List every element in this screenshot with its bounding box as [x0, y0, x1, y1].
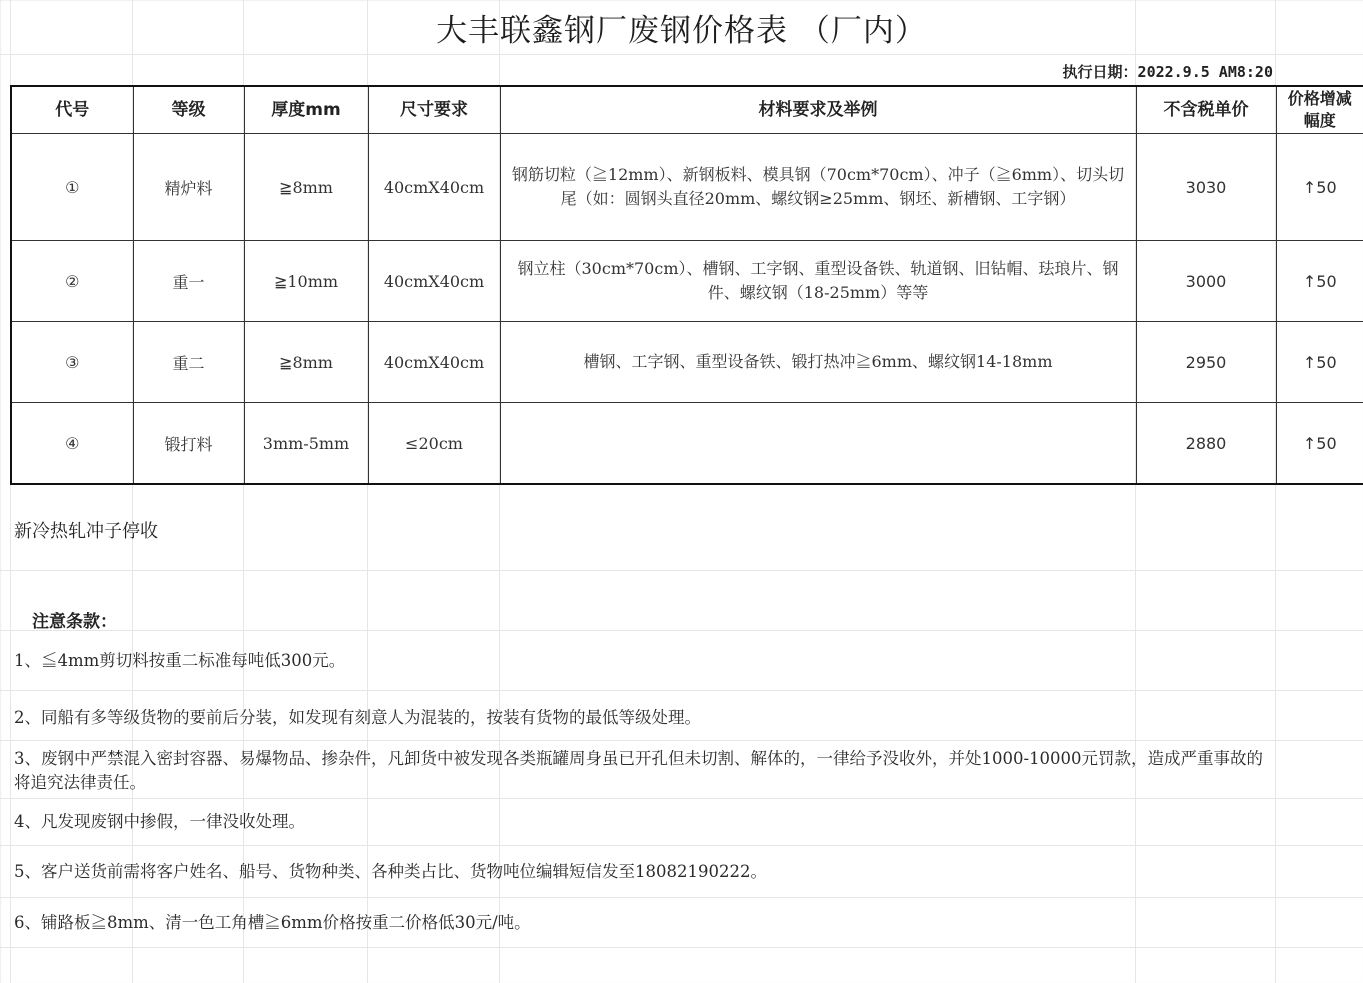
stop-notice: 新冷热轧冲子停收: [14, 521, 158, 542]
note-item: 1、≦4mm剪切料按重二标准每吨低300元。: [14, 651, 346, 670]
header-size: 尺寸要求: [368, 86, 500, 134]
row-size: ≤20cm: [368, 403, 500, 485]
notice-heading: 注意条款：: [32, 612, 117, 632]
row-grade: 重一: [133, 241, 244, 322]
header-price: 不含税单价: [1136, 86, 1276, 134]
row-change: ↑50: [1276, 241, 1363, 322]
row-price: 2880: [1136, 403, 1276, 485]
row-code: ④: [11, 403, 133, 485]
row-grade: 锻打料: [133, 403, 244, 485]
page-title: 大丰联鑫钢厂废钢价格表 （厂内）: [436, 12, 927, 49]
row-code: ①: [11, 134, 133, 241]
row-grade: 精炉料: [133, 134, 244, 241]
row-size: 40cmX40cm: [368, 241, 500, 322]
row-price: 3030: [1136, 134, 1276, 241]
table-row: [11, 134, 1363, 241]
note-item: 2、同船有多等级货物的要前后分装，如发现有刻意人为混装的，按装有货物的最低等级处理。: [14, 708, 701, 727]
row-code: ③: [11, 322, 133, 403]
row-thickness: 3mm-5mm: [244, 403, 368, 485]
header-thickness: 厚度mm: [244, 86, 368, 134]
row-size: 40cmX40cm: [368, 134, 500, 241]
row-price: 3000: [1136, 241, 1276, 322]
row-size: 40cmX40cm: [368, 322, 500, 403]
table-header-row: [11, 86, 1363, 134]
table-row: [11, 241, 1363, 322]
row-change: ↑50: [1276, 134, 1363, 241]
row-material: 钢立柱（30cm*70cm）、槽钢、工字钢、重型设备铁、轨道钢、旧钻帽、珐琅片、钢件、螺纹钢（18-25mm）等等: [500, 241, 1136, 322]
note-item: 4、凡发现废钢中掺假，一律没收处理。: [14, 812, 305, 831]
row-grade: 重二: [133, 322, 244, 403]
price-table: [10, 85, 1363, 485]
row-material: 钢筋切粒（≧12mm）、新钢板料、模具钢（70cm*70cm）、冲子（≧6mm）、切头切尾（如：圆钢头直径20mm、螺纹钢≥25mm、钢坯、新槽钢、工字钢）: [500, 134, 1136, 241]
header-material: 材料要求及举例: [500, 86, 1136, 134]
row-change: ↑50: [1276, 322, 1363, 403]
row-price: 2950: [1136, 322, 1276, 403]
row-change: ↑50: [1276, 403, 1363, 485]
header-grade: 等级: [133, 86, 244, 134]
execution-date: 执行日期：2022.9.5 AM8:20: [1062, 62, 1273, 81]
note-item: 3、废钢中严禁混入密封容器、易爆物品、掺杂件，凡卸货中被发现各类瓶罐周身虽已开孔但未切割、解体的，一律给予没收外，并处1000-10000元罚款，造成严重事故的将追究法律责任。: [14, 749, 1264, 792]
row-thickness: ≧8mm: [244, 322, 368, 403]
header-code: 代号: [11, 86, 133, 134]
header-change: 价格增减幅度: [1276, 86, 1363, 134]
row-thickness: ≧10mm: [244, 241, 368, 322]
row-material: 槽钢、工字钢、重型设备铁、锻打热冲≧6mm、螺纹钢14-18mm: [500, 322, 1136, 403]
table-row: [11, 403, 1363, 485]
row-code: ②: [11, 241, 133, 322]
row-thickness: ≧8mm: [244, 134, 368, 241]
note-item: 6、铺路板≧8mm、清一色工角槽≧6mm价格按重二价格低30元/吨。: [14, 913, 531, 932]
note-item: 5、客户送货前需将客户姓名、船号、货物种类、各种类占比、货物吨位编辑短信发至18082190222。: [14, 862, 767, 881]
row-material: [500, 403, 1136, 485]
table-row: [11, 322, 1363, 403]
